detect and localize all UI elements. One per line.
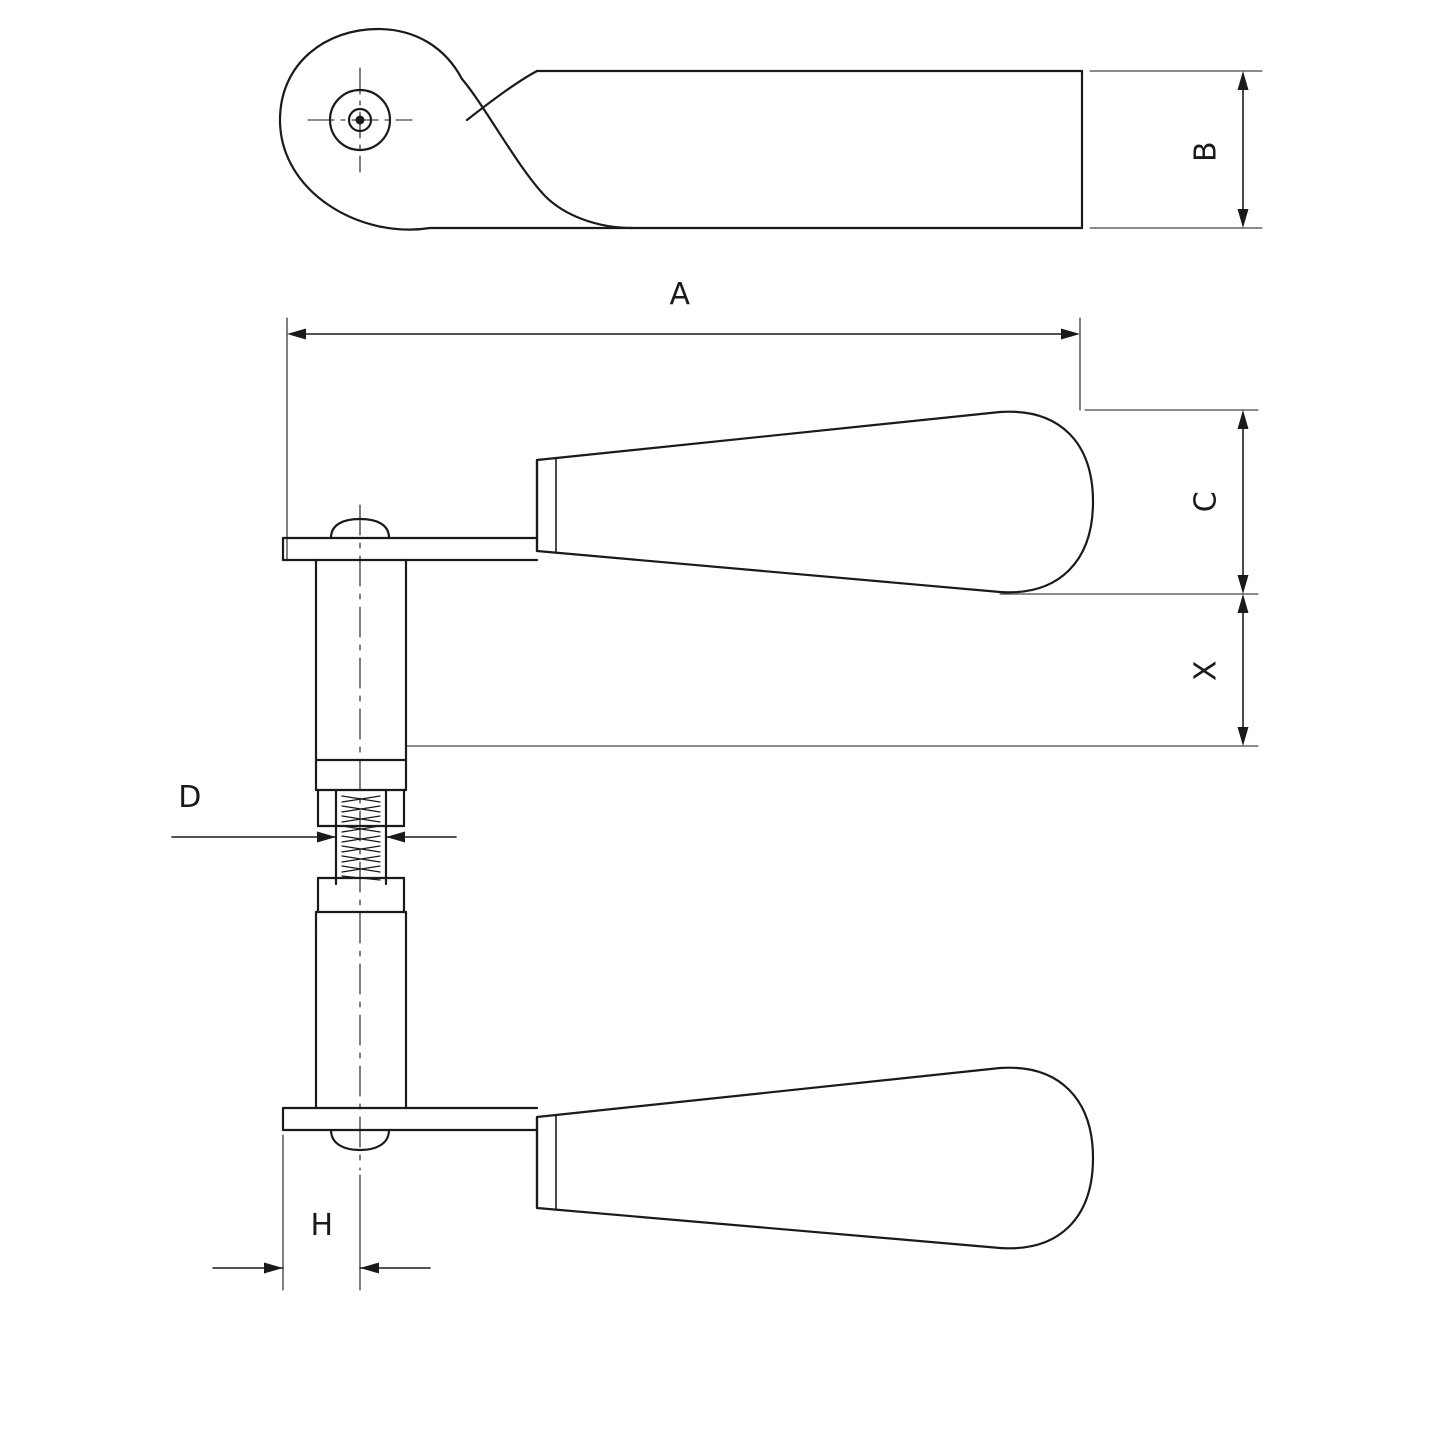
dimension-label-D: D — [178, 780, 202, 815]
dimension-X — [406, 594, 1258, 746]
dimension-label-C: C — [1188, 490, 1224, 513]
dimension-label-B: B — [1188, 140, 1224, 163]
upper-shaft — [316, 560, 406, 826]
thread-hatching — [342, 796, 380, 880]
lower-shaft — [316, 878, 406, 1108]
upper-lever-handle — [537, 412, 1093, 593]
threaded-stud — [336, 790, 386, 884]
lower-flange-arm — [283, 1108, 537, 1150]
dimension-A — [287, 318, 1080, 560]
upper-flange-arm — [283, 519, 537, 560]
dimension-label-A: A — [669, 277, 691, 312]
dimension-label-X: X — [1188, 659, 1224, 682]
dimension-D — [172, 800, 456, 870]
dimension-B — [1090, 71, 1262, 228]
lower-lever-handle — [537, 1068, 1093, 1249]
top-view-geometry — [275, 29, 1082, 232]
dimension-label-H: H — [310, 1208, 334, 1243]
top-view-centerlines — [308, 68, 412, 172]
